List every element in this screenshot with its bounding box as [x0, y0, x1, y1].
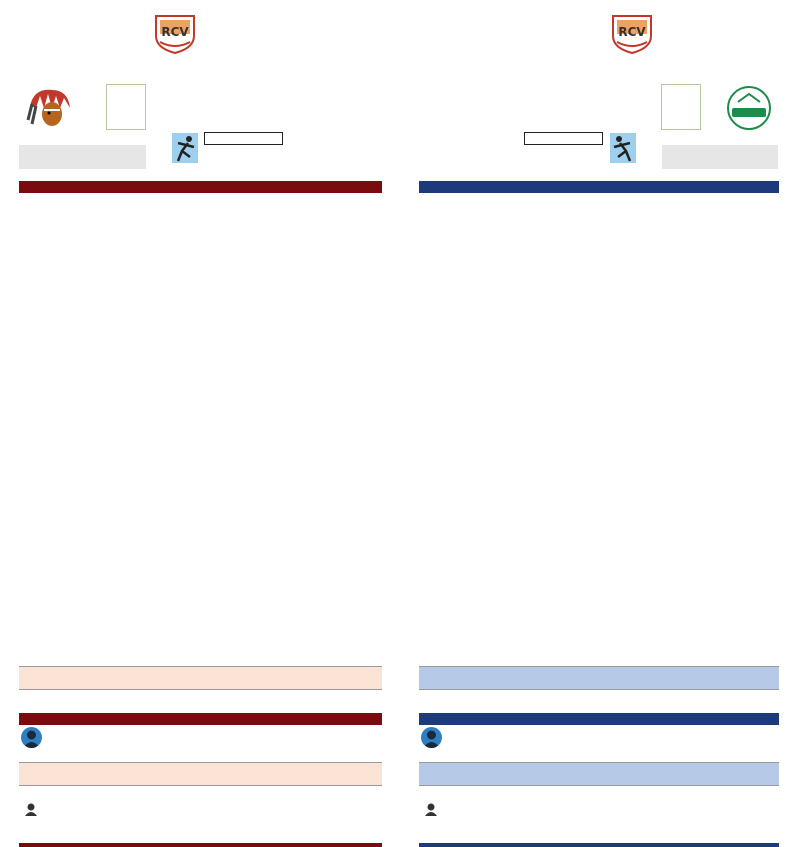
league-badge-left: [150, 12, 200, 60]
home-batting-totals: [419, 666, 779, 690]
home-pitcher-row: [419, 726, 779, 750]
footer-bar-right: [419, 843, 779, 847]
home-result-box: [524, 132, 603, 145]
away-pitching-totals: [19, 762, 382, 786]
away-team-tag: [19, 145, 146, 169]
footer-bar-left: [19, 843, 382, 847]
shield-icon: [150, 12, 200, 54]
shield-icon: [607, 12, 657, 54]
badge-letters: RCV: [161, 25, 189, 39]
away-batting-totals: [19, 666, 382, 690]
avatar: [21, 727, 42, 748]
home-batting-header: [419, 181, 779, 193]
avatar: [421, 727, 442, 748]
pitcher-icon: [172, 133, 198, 163]
indian-head-icon: [24, 86, 72, 130]
badge-letters: RCV: [618, 25, 646, 39]
away-pitcher-row: [19, 726, 382, 750]
user-silhouette-icon: [21, 727, 42, 748]
tribu-indios-logo: [24, 86, 72, 130]
away-batting-header: [19, 181, 382, 193]
house-circle-icon: [724, 86, 774, 130]
away-score: [106, 84, 146, 130]
away-pitching-header: [19, 713, 382, 725]
away-result-box: [204, 132, 283, 145]
umpire-icon: [24, 802, 38, 816]
home-pitching-header: [419, 713, 779, 725]
home-score: [661, 84, 701, 130]
pitcher-icon: [610, 133, 636, 163]
umpire-icon: [424, 802, 438, 816]
home-team-tag: [662, 145, 778, 169]
home-pitching-totals: [419, 762, 779, 786]
user-silhouette-icon: [421, 727, 442, 748]
line-score: [206, 86, 606, 122]
group-badge-right: [607, 12, 657, 60]
meneas-team-logo: [724, 86, 774, 130]
